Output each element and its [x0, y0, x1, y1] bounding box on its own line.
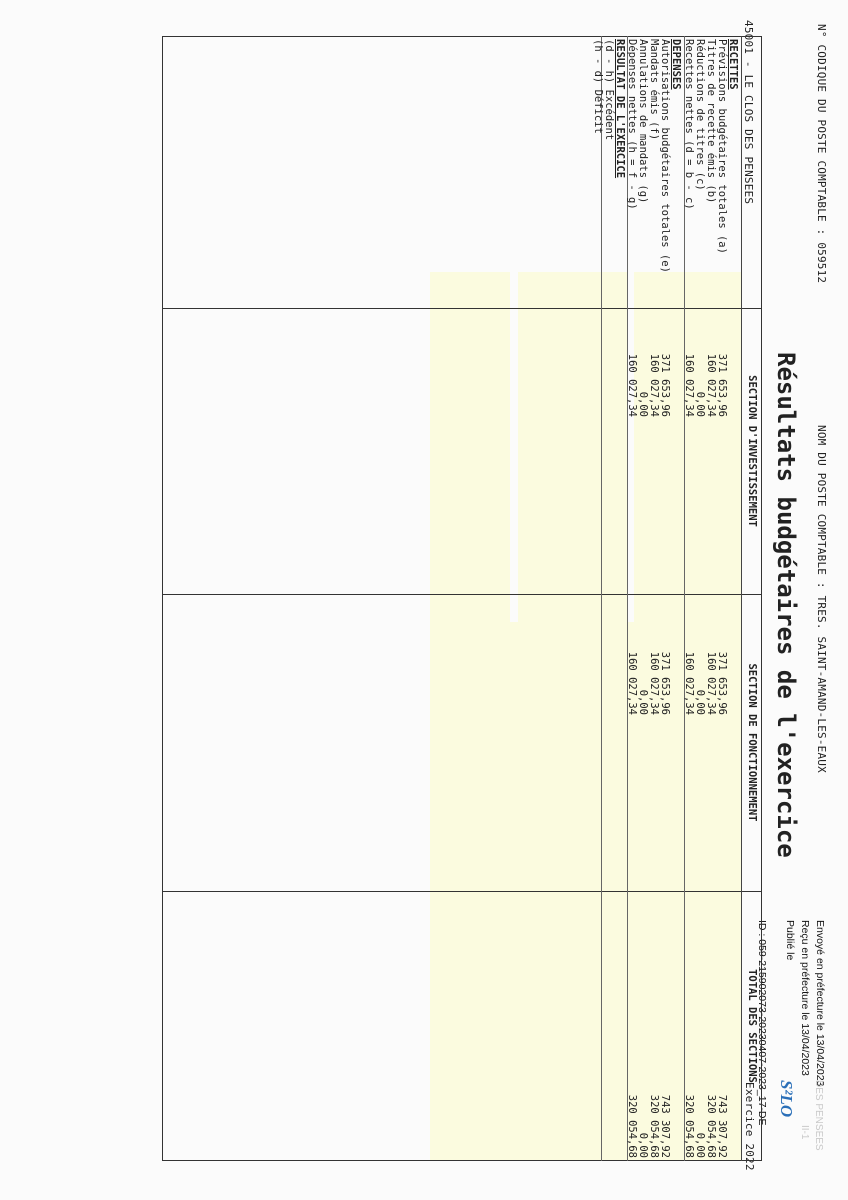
row-label: Autorisations budgétaires totales (e)	[659, 39, 671, 273]
cell-value: 320 054,68	[705, 1094, 717, 1158]
row-label: Prévisions budgétaires totales (a)	[716, 39, 728, 254]
row-label: RESULTAT DE L'EXERCICE	[614, 39, 626, 179]
row-label: DEPENSES	[670, 39, 682, 90]
code-poste-comptable: N° CODIQUE DU POSTE COMPTABLE : 059512	[815, 24, 828, 284]
row-label: (d - h) Excédent	[603, 39, 615, 141]
cell-value: 0,00	[637, 689, 649, 715]
cell-value: 0,00	[694, 391, 706, 417]
cell-value: 320 054,68	[683, 1094, 695, 1158]
row-label: Recettes nettes (d = b - c)	[683, 39, 695, 210]
cell-value: 160 027,34	[683, 353, 695, 417]
s2lo-logo: S²LO	[777, 1080, 796, 1118]
stamp-recu: Reçu en préfecture le 13/04/2023	[799, 920, 811, 1076]
cell-value: 320 054,68	[648, 1094, 660, 1158]
cell-value: 160 027,34	[648, 353, 660, 417]
page-title: Résultats budgétaires de l'exercice	[772, 352, 800, 858]
cell-value: 371 653,96	[659, 651, 671, 715]
results-table	[162, 36, 762, 1161]
cell-value: 371 653,96	[659, 353, 671, 417]
row-label: Titres de recette émis (b)	[705, 39, 717, 204]
row-label: RECETTES	[727, 39, 739, 90]
header-total: TOTAL DES SECTIONS	[746, 969, 758, 1083]
cell-value: 0,00	[694, 1132, 706, 1158]
cell-value: 160 027,34	[626, 353, 638, 417]
cell-value: 160 027,34	[705, 353, 717, 417]
row-label: Mandats émis (f)	[648, 39, 660, 141]
cell-value: 0,00	[637, 1132, 649, 1158]
row-label: Annulations de mandats (g)	[637, 39, 649, 204]
stamp-publie: Publié le	[784, 920, 796, 961]
header-investissement: SECTION D'INVESTISSEMENT	[746, 375, 758, 527]
cell-value: 320 054,68	[626, 1094, 638, 1158]
cell-value: 0,00	[637, 391, 649, 417]
collectivite: 45001 - LE CLOS DES PENSEES	[742, 20, 755, 205]
cell-value: 371 653,96	[716, 651, 728, 715]
cell-value: 743 307,92	[659, 1094, 671, 1158]
faint-overprint-1: DES PENSEES	[813, 1080, 824, 1151]
stamp-envoye: Envoyé en préfecture le 13/04/2023	[814, 920, 826, 1087]
cell-value: 743 307,92	[716, 1094, 728, 1158]
faint-overprint-2: II-1	[799, 1125, 810, 1140]
exercice-label: Exercice 2022	[743, 1082, 756, 1171]
row-label: Dépenses nettes (h = f - g)	[626, 39, 638, 210]
header-fonctionnement: SECTION DE FONCTIONNEMENT	[746, 663, 758, 822]
row-label: (h - d) Déficit	[592, 39, 604, 134]
cell-value: 160 027,34	[705, 651, 717, 715]
nom-poste-comptable: NOM DU POSTE COMPTABLE : TRES. SAINT-AMAND-LES-EAUX	[815, 425, 828, 773]
stamp-id: ID : 059-215902073-20230407-2023_17-DE	[756, 920, 768, 1126]
cell-value: 160 027,34	[648, 651, 660, 715]
row-label: Réductions de titres (c)	[694, 39, 706, 191]
cell-value: 160 027,34	[626, 651, 638, 715]
cell-value: 0,00	[694, 689, 706, 715]
cell-value: 371 653,96	[716, 353, 728, 417]
cell-value: 160 027,34	[683, 651, 695, 715]
